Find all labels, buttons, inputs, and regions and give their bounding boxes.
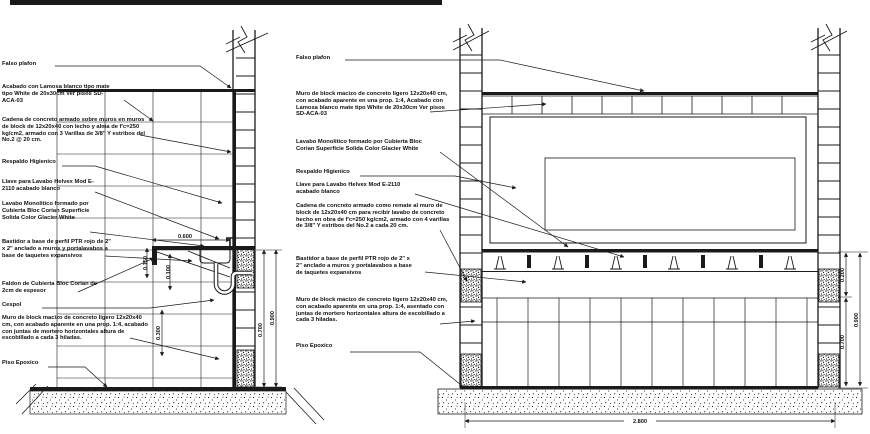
label-left-falso-plafon: Falso plafon <box>2 61 37 67</box>
dim-150: 0.150 <box>143 256 149 270</box>
label-left-piso: Piso Epoxico <box>2 360 39 366</box>
label-left-cadena: Cadena de concreto armado sobre muros en muros de block de 12x20x40 con lecho y alma de f'c=250 kg/cm2, armado con 3 Varillas de 3/8" Y estribos del No.2 @ 20 cm. <box>2 117 146 144</box>
false-ceiling-line <box>482 92 818 95</box>
left-floor-slab <box>16 384 324 424</box>
backsplash-inner-rect <box>545 158 795 230</box>
label-right-llave: Llave para Lavabo Helvex Mod E-2110 acabado blanco <box>296 182 401 195</box>
dim-right-200: 0.200 <box>840 268 846 282</box>
label-left-cespol: Cespol <box>2 302 22 308</box>
right-detail-left-wall <box>453 24 489 388</box>
dim-counter-depth: 0.600 <box>178 234 192 240</box>
label-right-falso-plafon: Falso plafon <box>296 55 331 61</box>
label-right-piso: Piso Epoxico <box>296 343 333 349</box>
label-right-muro-top: Muro de block macizo de concreto ligero 12x20x40 cm, con acabado aparente en una prop. 1:4, Acabado con Lamosa blanco mate tipo White de 20x30cm Ver pisos SD-ACA-03 <box>296 91 448 118</box>
label-left-faldon: Faldon de Cubierta Bloc Corian de 2cm de espesor <box>2 281 98 294</box>
lower-block-wall <box>482 298 818 387</box>
dim-right-700: 0.700 <box>840 335 846 349</box>
counter-elevation <box>482 249 818 272</box>
label-left-respaldo: Respaldo Higienico <box>2 159 56 165</box>
label-left-llave: Llave para Lavabo Helvex Mod E-2110 acabado blanco <box>2 179 94 192</box>
dim-right-900: 0.900 <box>854 313 860 327</box>
label-left-bastidor: Bastidor a base de perfil PTR rojo de 2" x 2" anclado a muros y portalavabos a base de taquetes expansivos <box>2 239 112 259</box>
ptr-supports <box>494 255 796 269</box>
label-left-azulejo: Acabado con Lamosa blanco tipo mate tipo White de 20x30cm Ver pisos SD-ACA-03 <box>2 84 110 104</box>
wall-break-symbol <box>453 24 489 51</box>
label-left-muro: Muro de block macizo de concreto ligero 12x20x40 cm, con acabado aparente en una prop. 1:4, acabado con juntas de mortero horizontales altura de escobillado a cada 3 hiladas. <box>2 315 148 342</box>
label-right-lavabo: Lavabo Monolitico formado por Cubierta Bloc Corian Superficie Solida Color Glacier White <box>296 139 422 152</box>
label-left-lavabo: Lavabo Monolitico formado por Cubierta Bloc Corian Superficie Solida Color Glacier White <box>2 201 90 221</box>
label-right-respaldo: Respaldo Higienico <box>296 169 350 175</box>
dim-300: 0.300 <box>156 326 162 340</box>
left-wall-block <box>233 30 255 388</box>
label-right-bastidor: Bastidor a base de perfil PTR rojo de 2" x 2" anclado a muros y portalavabos a base de taquetes expansivos <box>296 256 412 276</box>
dim-100: 0.100 <box>166 265 172 279</box>
right-floor-slab <box>438 386 862 414</box>
dim-left-700: 0.700 <box>258 323 264 337</box>
label-right-cadena: Cadena de concreto armado como remate al muro de block de 12x20x40 cm para recibir lavabo de concreto hecho en obra de f'c=250 kg/cm2, armado con 4 varillas de 3/8" Y estribos del No.2 a cada 20 cm. <box>296 203 450 230</box>
basin-outline <box>200 250 230 263</box>
dim-left-900: 0.900 <box>270 311 276 325</box>
right-detail-right-wall <box>811 24 847 388</box>
label-right-muro-bottom: Muro de block macizo de concreto ligero 12x20x40 cm, con acabado aparente en una prop. 1:4, asentado con juntas de mortero horizontales altura de escobillado a cada 3 hiladas. <box>296 297 448 324</box>
sheet-edge-bar <box>10 0 442 5</box>
faldon-front-edge <box>152 246 157 265</box>
dim-total-width: 2.800 <box>633 419 647 425</box>
wall-break-symbol <box>811 24 847 51</box>
